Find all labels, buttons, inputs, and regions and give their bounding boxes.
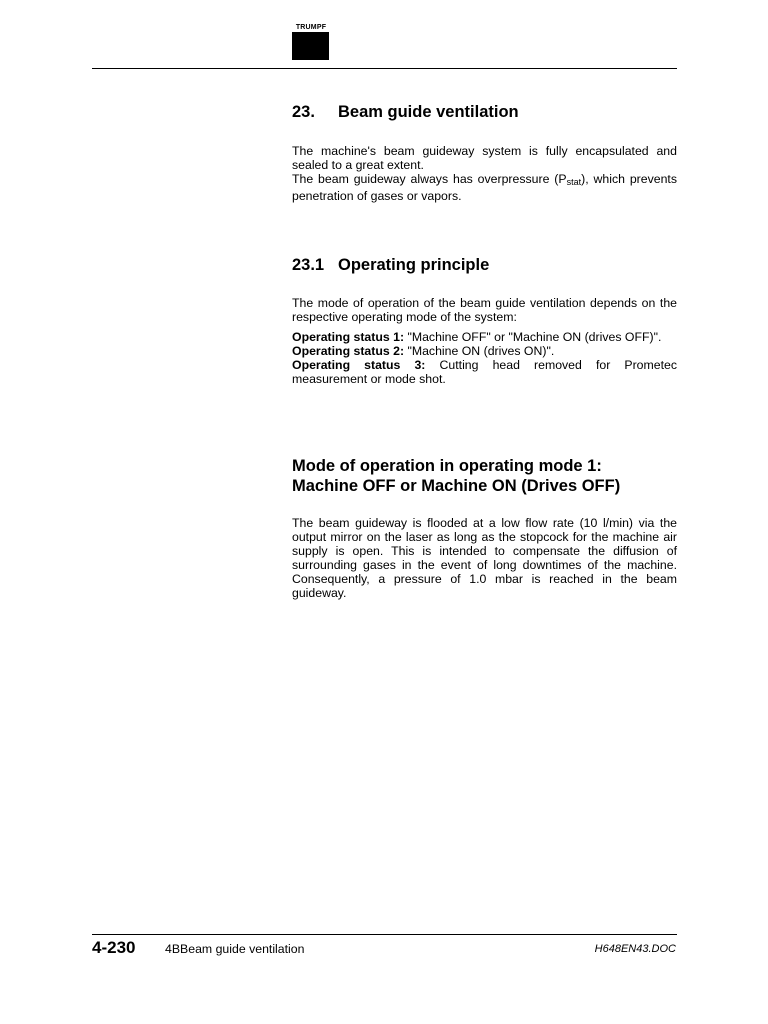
operating-principle-intro: The mode of operation of the beam guide ventilation depends on the respective operating mode of the system: <box>292 296 677 324</box>
section-heading-23 <box>292 102 677 122</box>
mode-1-paragraph: The beam guideway is flooded at a low flow rate (10 l/min) via the output mirror on the laser as long as the stopcock for the machine air supply is open. This is intended to compensate the diffusion of surrounding gases in the event of long downtimes of the machine. Consequently, a pressure of 1.0 mbar is reached in the beam guideway. <box>292 516 677 600</box>
status-text: "Machine ON (drives ON)". <box>404 344 555 358</box>
subsection-title: Operating principle <box>338 256 490 274</box>
overpressure-text-end: ), which prevents penetration of gases or vapors. <box>292 172 677 203</box>
section-23-body <box>292 144 677 203</box>
overpressure-text-start: The beam guideway always has overpressure (P <box>292 172 567 186</box>
status-label: Operating status 3: <box>292 358 426 372</box>
mode-1-heading-line-2: Machine OFF or Machine ON (Drives OFF) <box>292 477 621 495</box>
operating-status-1 <box>292 330 677 344</box>
operating-status-2 <box>292 344 677 358</box>
footer-chapter-title: 4BBeam guide ventilation <box>165 942 305 956</box>
paragraph-overpressure <box>292 172 677 203</box>
mode-1-heading <box>292 456 677 496</box>
page-number: 4-230 <box>92 938 136 957</box>
mode-1-heading-line-1: Mode of operation in operating mode 1: <box>292 457 602 475</box>
operating-status-3 <box>292 358 677 386</box>
section-23-1-body <box>292 296 677 386</box>
section-title: Beam guide ventilation <box>338 103 519 121</box>
footer-rule <box>92 934 677 935</box>
status-label: Operating status 1: <box>292 330 405 344</box>
subscript-stat: stat <box>566 177 582 187</box>
footer-doc-name: H648EN43.DOC <box>594 943 676 955</box>
logo-block <box>292 32 329 60</box>
paragraph-encapsulated: The machine's beam guideway system is fully encapsulated and sealed to a great extent. <box>292 144 677 172</box>
mode-1-body <box>292 516 677 600</box>
section-number: 23. <box>292 103 315 121</box>
logo-text: TRUMPF <box>295 24 327 31</box>
trumpf-logo <box>292 24 330 60</box>
section-heading-23-1 <box>292 255 677 275</box>
status-text: "Machine OFF" or "Machine ON (drives OFF)". <box>404 330 662 344</box>
status-text: Cutting head removed for Prometec measurement or mode shot. <box>292 358 678 386</box>
header-rule <box>92 68 677 69</box>
status-label: Operating status 2: <box>292 344 405 358</box>
subsection-number: 23.1 <box>292 256 325 274</box>
